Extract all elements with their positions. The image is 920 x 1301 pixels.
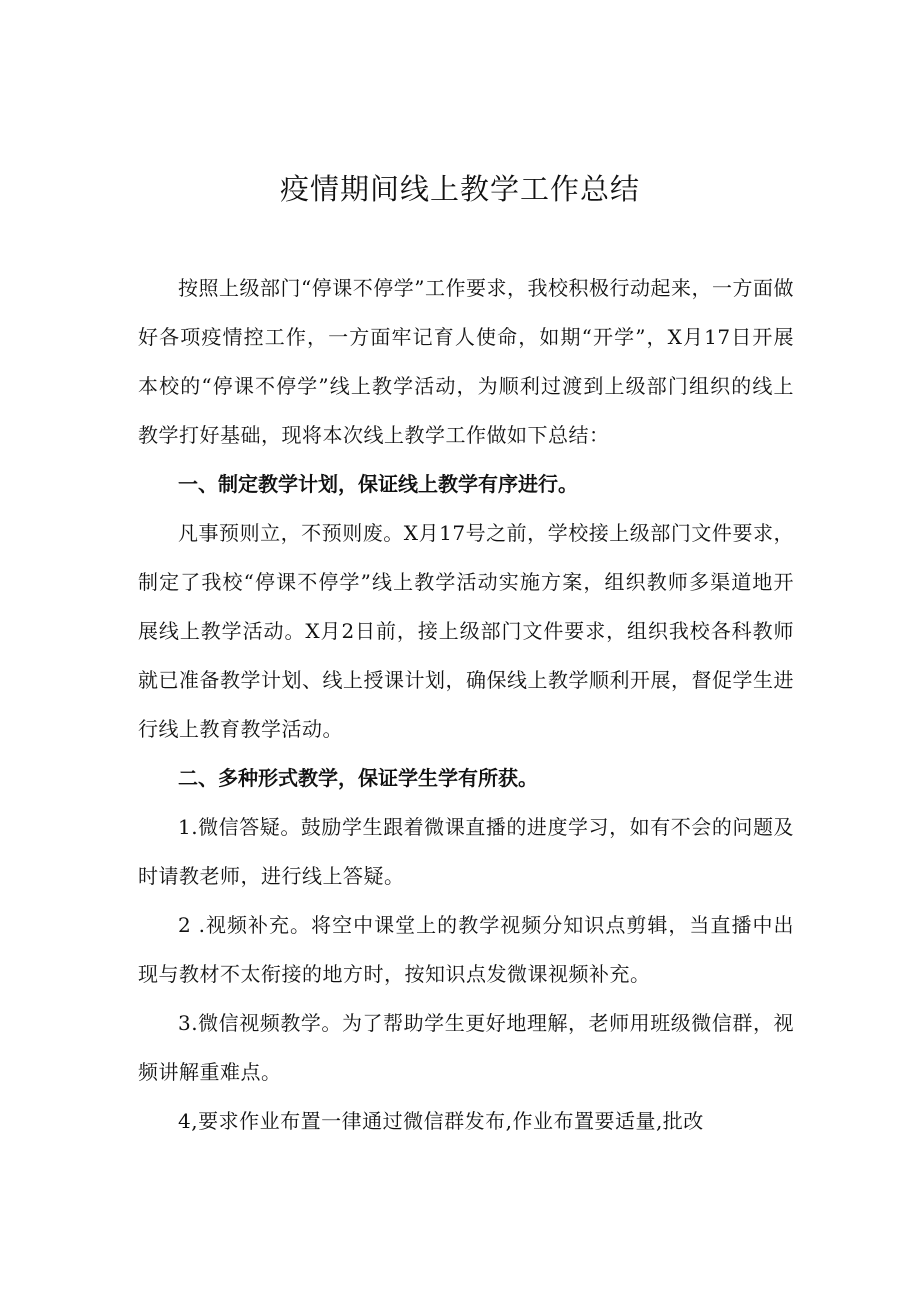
section-2-item-2: 2 .视频补充。将空中课堂上的教学视频分知识点剪辑，当直播中出现与教材不太衔接的地方时，按知识点发微课视频补充。 xyxy=(138,913,794,986)
section-2-item-3: 3.微信视频教学。为了帮助学生更好地理解，老师用班级微信群，视频讲解重难点。 xyxy=(138,1011,794,1084)
document-body xyxy=(138,264,794,1146)
section-1-heading: 一、制定教学计划，保证线上教学有序进行。 xyxy=(178,472,578,496)
intro-paragraph: 按照上级部门“停课不停学”工作要求，我校积极行动起来，一方面做好各项疫情控工作，一方面牢记育人使命，如期“开学”，X月17日开展本校的“停课不停学”线上教学活动，为顺利过渡到上级部门组织的线上教学打好基础，现将本次线上教学工作做如下总结： xyxy=(138,276,794,447)
document-title: 疫情期间线上教学工作总结 xyxy=(279,172,640,206)
section-2-heading: 二、多种形式教学，保证学生学有所获。 xyxy=(178,766,538,790)
section-2-item-1: 1.微信答疑。鼓励学生跟着微课直播的进度学习，如有不会的问题及时请教老师，进行线上答疑。 xyxy=(138,815,794,888)
section-1-paragraph: 凡事预则立，不预则废。X月17号之前，学校接上级部门文件要求，制定了我校“停课不停学”线上教学活动实施方案，组织教师多渠道地开展线上教学活动。X月2日前，接上级部门文件要求，组织我校各科教师就已准备教学计划、线上授课计划，确保线上教学顺利开展，督促学生进行线上教育教学活动。 xyxy=(138,521,794,741)
section-2-item-4: 4,要求作业布置一律通过微信群发布,作业布置要适量,批改 xyxy=(178,1109,704,1133)
